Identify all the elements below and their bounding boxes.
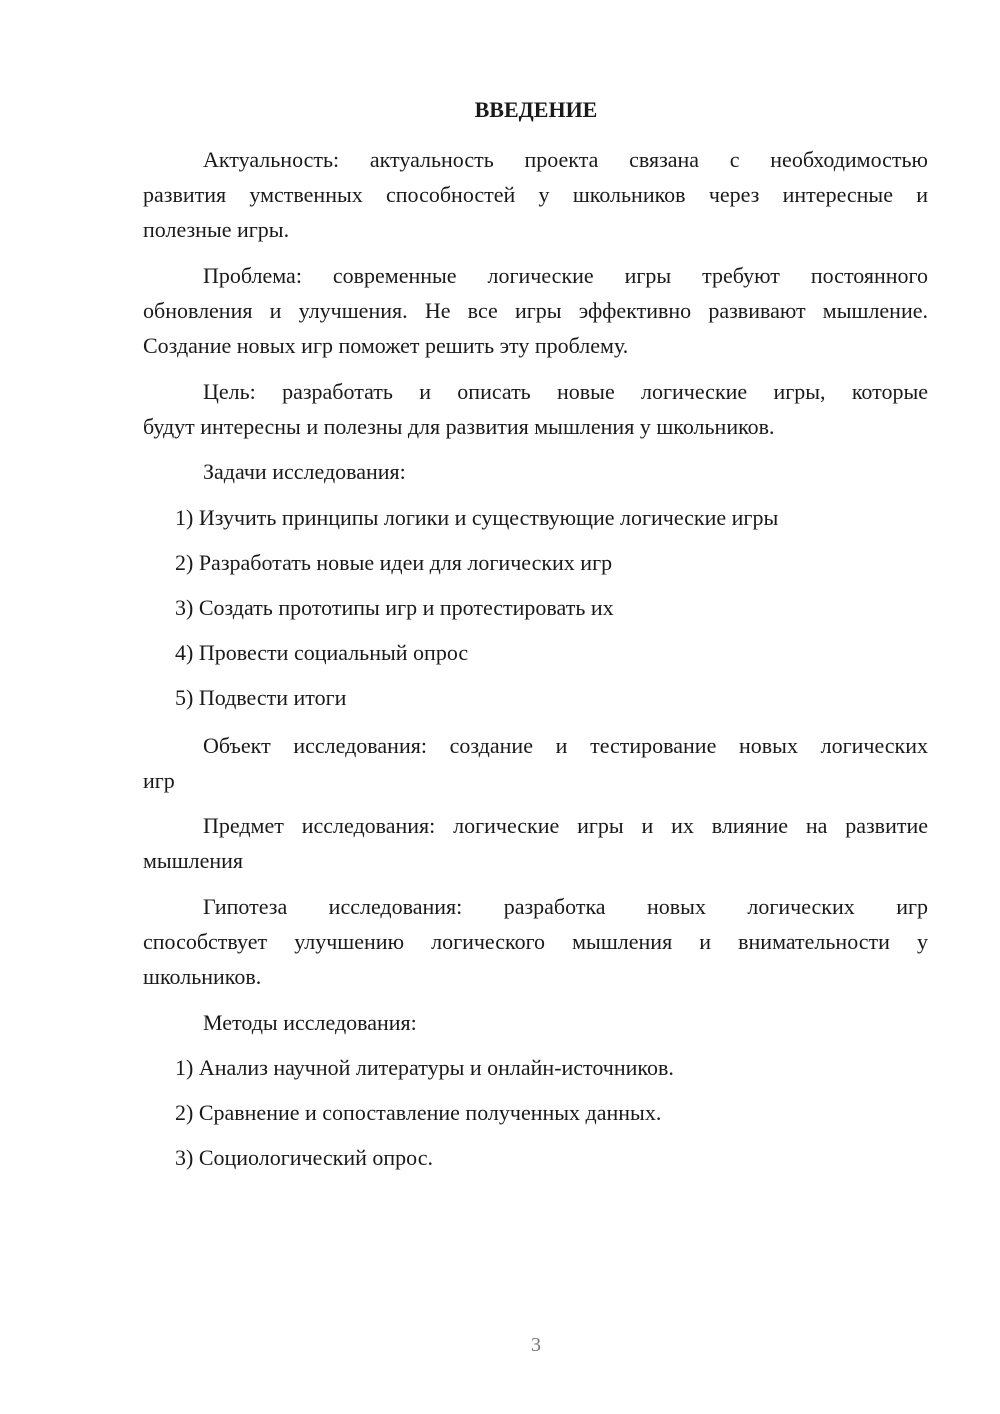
problem-paragraph (143, 258, 928, 363)
subject-line-2: мышления (143, 848, 244, 873)
method-item-2: 2) Сравнение и сопоставление полученных данных. (175, 1100, 662, 1125)
page-title: ВВЕДЕНИЕ (474, 97, 598, 122)
problem-line-1: Проблема: современные логические игры требуют постоянного (203, 263, 928, 288)
task-item-4: 4) Провести социальный опрос (175, 640, 469, 665)
relevance-paragraph (143, 142, 928, 247)
page-number: 3 (531, 1334, 541, 1356)
hypothesis-line-1: Гипотеза исследования: разработка новых логических игр (203, 894, 928, 919)
subject-paragraph (143, 808, 928, 878)
methods-heading: Методы исследования: (203, 1010, 417, 1035)
hypothesis-paragraph (143, 889, 928, 994)
problem-line-2: обновления и улучшения. Не все игры эффективно развивают мышление. (143, 298, 928, 323)
task-item-2: 2) Разработать новые идеи для логических игр (175, 550, 613, 575)
method-item-1: 1) Анализ научной литературы и онлайн-источников. (175, 1055, 674, 1080)
object-paragraph (143, 728, 928, 798)
object-line-1: Объект исследования: создание и тестирование новых логических (203, 733, 928, 758)
object-line-2: игр (143, 768, 175, 793)
task-item-3: 3) Создать прототипы игр и протестировать их (175, 595, 614, 620)
tasks-heading: Задачи исследования: (203, 459, 406, 484)
relevance-line-1: Актуальность: актуальность проекта связана с необходимостью (203, 147, 928, 172)
goal-line-1: Цель: разработать и описать новые логические игры, которые (203, 379, 928, 404)
subject-line-1: Предмет исследования: логические игры и их влияние на развитие (203, 813, 928, 838)
relevance-line-3: полезные игры. (143, 217, 290, 242)
hypothesis-line-2: способствует улучшению логического мышления и внимательности у (143, 929, 928, 954)
goal-paragraph (143, 374, 928, 444)
hypothesis-line-3: школьников. (143, 964, 262, 989)
problem-line-3: Создание новых игр поможет решить эту проблему. (143, 333, 629, 358)
task-item-1: 1) Изучить принципы логики и существующие логические игры (175, 505, 779, 530)
relevance-line-2: развития умственных способностей у школьников через интересные и (143, 182, 928, 207)
task-item-5: 5) Подвести итоги (175, 685, 347, 710)
method-item-3: 3) Социологический опрос. (175, 1145, 433, 1170)
goal-line-2: будут интересны и полезны для развития мышления у школьников. (143, 414, 775, 439)
